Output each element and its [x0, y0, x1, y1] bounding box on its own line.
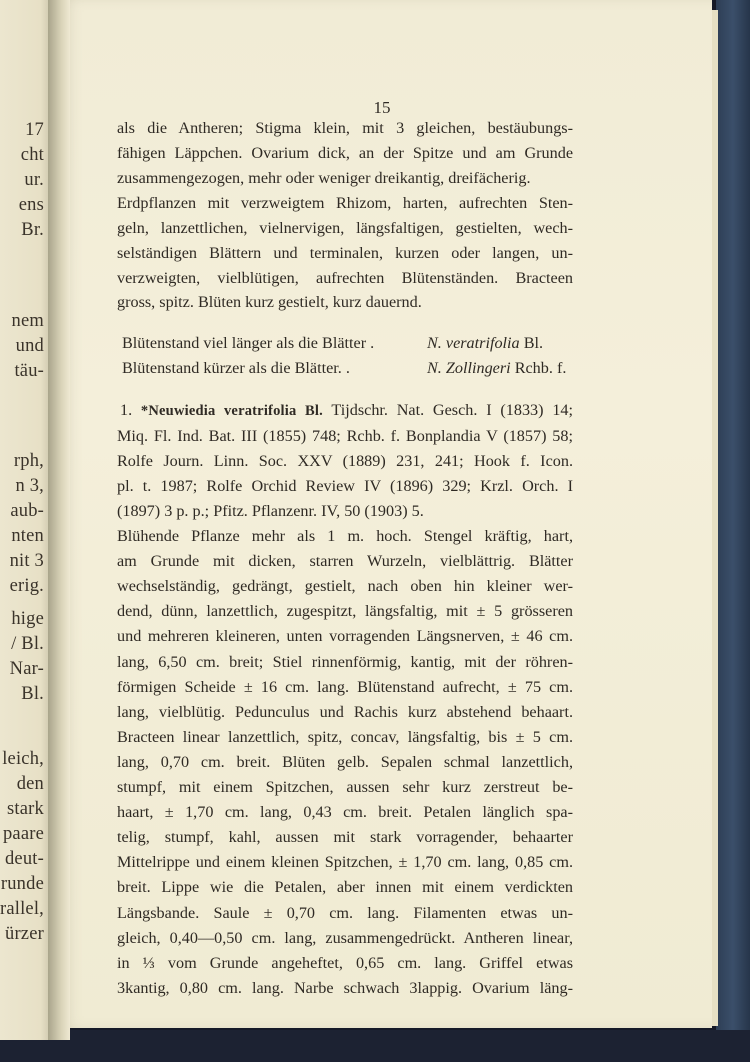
species-description-line: gleich, 0,40—0,50 cm. lang, zusammengedrückt. Antheren linear, [117, 928, 573, 947]
genus-description-line: als die Antheren; Stigma klein, mit 3 gleichen, bestäubungs- [117, 119, 573, 137]
species-description-line: förmigen Scheide ± 16 cm. lang. Blütenstand aufrecht, ± 75 cm. [117, 677, 573, 696]
species-number: 1. [120, 401, 133, 419]
genus-description-line: fähigen Läppchen. Ovarium dick, an der Spitze und am Grunde [117, 144, 573, 162]
key-taxon-name: N. veratrifolia [427, 334, 520, 352]
key-taxon-name: N. Zollingeri [427, 359, 511, 377]
species-description-line: breit. Lippe wie die Petalen, aber innen mit einem verdickten [117, 878, 573, 897]
left-page-fragment: leich, [2, 749, 44, 769]
species-description-line: telig, stumpf, kahl, aussen mit stark vorragender, behaarter [117, 828, 573, 847]
key-entry [117, 355, 573, 381]
left-page-fragment: n 3, [15, 476, 44, 496]
species-description-line: lang, 6,50 cm. breit; Stiel rinnenförmig, kantig, mit der röhren- [117, 652, 573, 671]
species-description-line: 3kantig, 0,80 cm. lang. Narbe schwach 3lappig. Ovarium läng- [117, 978, 573, 997]
species-description-line: Mittelrippe und einem kleinen Spitzchen, ± 1,70 cm. lang, 0,85 cm. [117, 853, 573, 872]
key-taxon [427, 330, 543, 356]
left-page-fragment: / Bl. [11, 634, 44, 654]
left-page-fragment: stark [7, 799, 44, 819]
species-description-line: lang, vielblütig. Pedunculus und Rachis kurz abstehend behaart. [117, 702, 573, 721]
genus-description-line: selständigen Blättern und terminalen, kurzen oder langen, un- [117, 244, 573, 262]
left-page-fragment: 17 [25, 120, 44, 140]
citation-line: pl. t. 1987; Rolfe Orchid Review IV (1896) 329; Krzl. Orch. I [117, 477, 573, 495]
genus-description-line: gross, spitz. Blüten kurz gestielt, kurz dauernd. [117, 293, 422, 311]
genus-description-line: geln, lanzettlichen, vielnervigen, längsfaltigen, gestielten, wech- [117, 219, 573, 237]
left-page-fragment: Nar- [9, 659, 44, 679]
genus-description-line: Erdpflanzen mit verzweigtem Rhizom, harten, aufrechten Sten- [117, 194, 573, 212]
species-citation-start: Tijdschr. Nat. Gesch. I (1833) 14; [331, 401, 573, 419]
species-heading [120, 397, 573, 423]
book-cover-edge [716, 0, 750, 1062]
species-description-line: wechselständig, gedrängt, gestielt, nach oben hin kleiner wer- [117, 577, 573, 596]
species-description-line: lang, 0,70 cm. breit. Blüten gelb. Sepalen schmal lanzettlich, [117, 752, 573, 771]
left-page-fragment: und [15, 336, 44, 356]
left-page-fragment: Bl. [21, 684, 44, 704]
left-page-fragment: ur. [24, 170, 44, 190]
species-description-line: haart, ± 1,70 cm. lang, 0,43 cm. breit. Petalen länglich spa- [117, 803, 573, 822]
left-page-fragment: den [16, 774, 44, 794]
key-taxon-author: Rchb. f. [510, 359, 567, 377]
key-description: Blütenstand viel länger als die Blätter . [122, 334, 375, 352]
key-taxon [427, 355, 566, 381]
species-description-line: stumpf, mit einem Spitzchen, aussen sehr kurz zerstreut be- [117, 778, 573, 796]
left-page-fragment: ürzer [5, 924, 44, 944]
species-description-line: Blühende Pflanze mehr als 1 m. hoch. Stengel kräftig, hart, [117, 527, 573, 545]
species-description-line: in ⅓ vom Grunde angeheftet, 0,65 cm. lang. Griffel etwas [117, 953, 573, 972]
species-description-line: und mehreren kleineren, unten vorragenden Längsnerven, ± 46 cm. [117, 627, 573, 646]
key-description: Blütenstand kürzer als die Blätter. . [122, 359, 350, 377]
left-page-fragment: aub- [10, 501, 44, 521]
left-page-fragment: täu- [14, 361, 44, 381]
page-number: 15 [373, 98, 391, 117]
genus-description-line: zusammengezogen, mehr oder weniger dreikantig, dreifächerig. [117, 169, 531, 187]
left-page-fragment: paare [2, 824, 44, 844]
left-page-fragment: nten [11, 526, 44, 546]
species-description-line: Längsbande. Saule ± 0,70 cm. lang. Filamenten etwas un- [117, 903, 573, 922]
left-page-fragment: erig. [9, 576, 44, 596]
left-page-fragment: rph, [13, 451, 44, 471]
species-description-line: dend, dünn, lanzettlich, zugespitzt, längsfaltig, mit ± 5 grösseren [117, 602, 573, 621]
citation-line: (1897) 3 p. p.; Pfitz. Pflanzenr. IV, 50 (1903) 5. [117, 502, 424, 520]
left-page-fragment: deut- [4, 849, 44, 869]
citation-line: Rolfe Journ. Linn. Soc. XXV (1889) 231, 241; Hook f. Icon. [117, 452, 573, 470]
left-page-fragment: cht [20, 145, 44, 165]
species-description-line: am Grunde mit dicken, starren Wurzeln, vielblättrig. Blätter [117, 552, 573, 571]
left-page-fragment: runde [0, 874, 44, 894]
left-page-fragment: rallel, [0, 899, 44, 919]
citation-line: Miq. Fl. Ind. Bat. III (1855) 748; Rchb. f. Bonplandia V (1857) 58; [117, 427, 573, 445]
left-page-fragment: ens [18, 195, 44, 215]
book-cover-bottom [0, 1030, 750, 1062]
key-taxon-author: Bl. [519, 334, 544, 352]
species-name: *Neuwiedia veratrifolia Bl. [140, 403, 323, 419]
key-entry [117, 330, 573, 356]
left-page-fragment: nit 3 [9, 551, 44, 571]
left-page-fragment: hige [11, 609, 44, 629]
genus-description-line: verzweigten, vielblütigen, aufrechten Blütenständen. Bracteen [117, 269, 573, 287]
left-page-fragment: nem [11, 311, 44, 331]
left-page-fragment: Br. [21, 220, 44, 240]
book-gutter [48, 0, 70, 1040]
species-description-line: Bracteen linear lanzettlich, spitz, concav, längsfaltig, bis ± 5 cm. [117, 727, 573, 746]
